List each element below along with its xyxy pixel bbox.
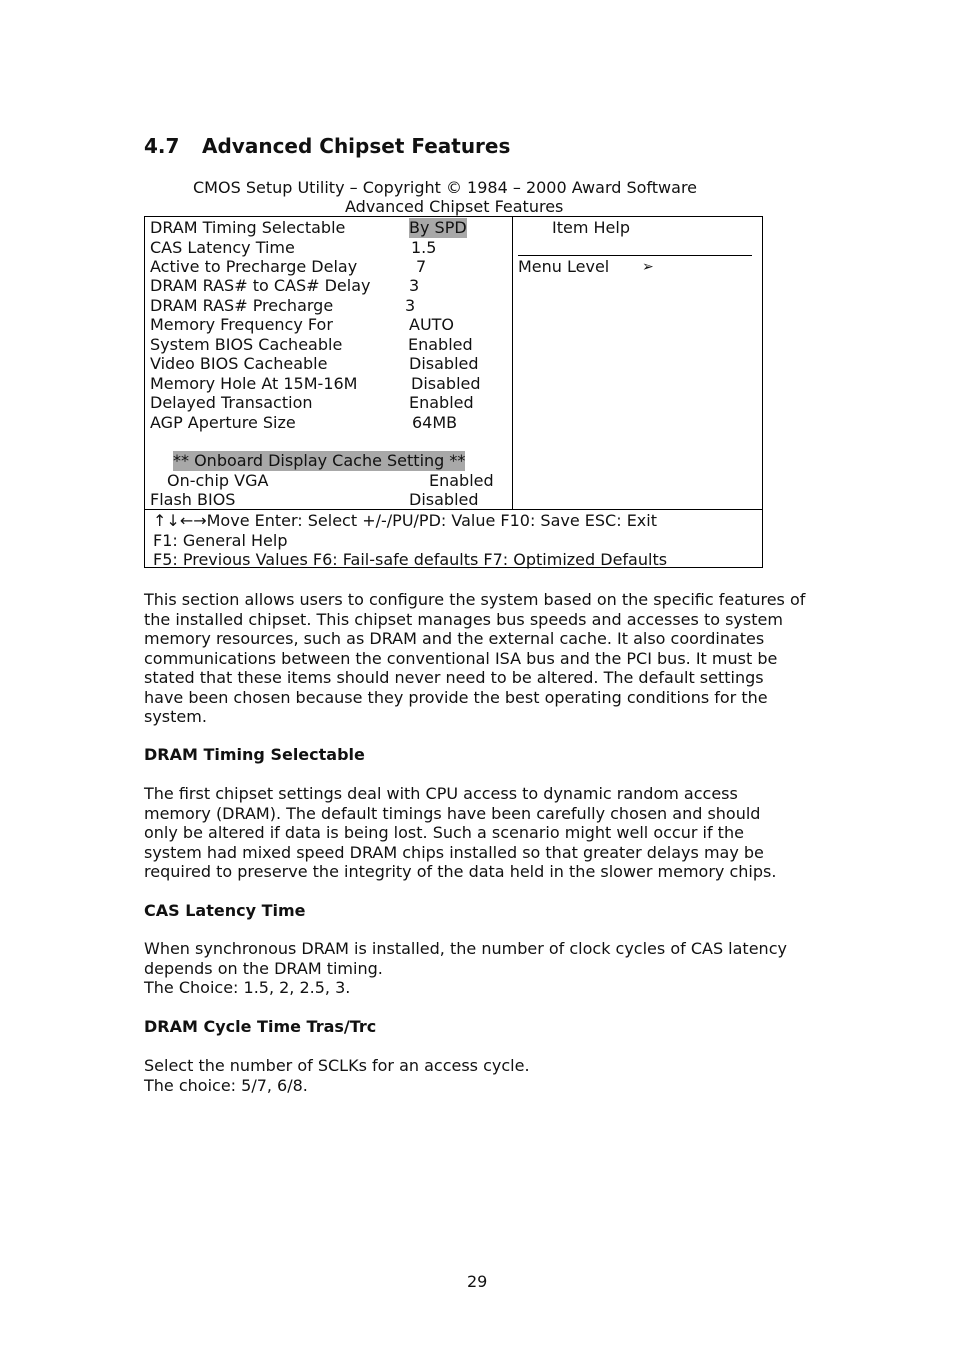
dram-timing-line: only be altered if data is being lost. Such a scenario might well occur if the <box>144 823 744 842</box>
dram-timing-paragraph <box>144 784 824 882</box>
bios-footer-keys-line2: F1: General Help <box>153 531 288 550</box>
intro-line: stated that these items should never need to be altered. The default settings <box>144 668 764 687</box>
bios-footer-keys-line1: ↑↓←→Move Enter: Select +/-/PU/PD: Value F10: Save ESC: Exit <box>153 511 657 530</box>
setting-value-video-bios-cacheable[interactable]: Disabled <box>409 354 479 373</box>
intro-line: memory resources, such as DRAM and the external cache. It also coordinates <box>144 629 765 648</box>
setting-value-onchip-vga[interactable]: Enabled <box>429 471 494 490</box>
setting-label-ras-precharge: DRAM RAS# Precharge <box>150 296 334 315</box>
dram-timing-line: memory (DRAM). The default timings have been carefully chosen and should <box>144 803 761 823</box>
setting-label-delayed-transaction: Delayed Transaction <box>150 393 313 412</box>
setting-value-delayed-transaction[interactable]: Enabled <box>409 393 474 412</box>
intro-line: communications between the conventional ISA bus and the PCI bus. It must be <box>144 648 778 668</box>
dram-timing-line: required to preserve the integrity of the data held in the slower memory chips. <box>144 862 777 881</box>
setting-label-onchip-vga: On-chip VGA <box>167 471 269 490</box>
setting-label-ras-cas-delay: DRAM RAS# to CAS# Delay <box>150 276 371 295</box>
setting-label-active-precharge: Active to Precharge Delay <box>150 257 358 276</box>
intro-line: have been chosen because they provide the best operating conditions for the <box>144 687 768 707</box>
setting-value-dram-timing[interactable]: By SPD <box>409 218 467 237</box>
cas-latency-heading: CAS Latency Time <box>144 901 306 920</box>
cas-latency-paragraph <box>144 939 824 998</box>
onboard-display-subheader: ** Onboard Display Cache Setting ** <box>173 451 466 470</box>
cas-latency-line: When synchronous DRAM is installed, the number of clock cycles of CAS latency <box>144 939 787 958</box>
bios-caption-copyright: CMOS Setup Utility – Copyright © 1984 – 2000 Award Software <box>193 178 698 197</box>
bios-setup-screen <box>144 216 763 568</box>
dram-cycle-line: Select the number of SCLKs for an access cycle. <box>144 1056 530 1075</box>
bios-footer-keys-line3: F5: Previous Values F6: Fail-safe defaults F7: Optimized Defaults <box>153 550 668 569</box>
dram-timing-line: system had mixed speed DRAM chips installed so that greater delays may be <box>144 842 764 862</box>
setting-label-cas-latency: CAS Latency Time <box>150 238 295 257</box>
section-title: Advanced Chipset Features <box>202 134 511 158</box>
setting-value-agp-aperture[interactable]: 64MB <box>412 413 458 432</box>
setting-label-memory-hole: Memory Hole At 15M-16M <box>150 374 358 393</box>
menu-level-arrow-icon: ➢ <box>642 259 654 275</box>
item-help-underline <box>518 255 752 256</box>
intro-line: system. <box>144 707 207 726</box>
dram-timing-heading: DRAM Timing Selectable <box>144 745 365 764</box>
dram-timing-line: The first chipset settings deal with CPU access to dynamic random access <box>144 784 738 803</box>
setting-value-system-bios-cacheable[interactable]: Enabled <box>408 335 473 354</box>
setting-label-video-bios-cacheable: Video BIOS Cacheable <box>150 354 328 373</box>
setting-value-memory-frequency[interactable]: AUTO <box>409 315 455 334</box>
setting-label-dram-timing: DRAM Timing Selectable <box>150 218 346 237</box>
dram-cycle-line: The choice: 5/7, 6/8. <box>144 1075 308 1095</box>
setting-value-flash-bios[interactable]: Disabled <box>409 490 479 509</box>
setting-value-ras-cas-delay[interactable]: 3 <box>409 276 420 295</box>
intro-line: the installed chipset. This chipset manages bus speeds and accesses to system <box>144 609 783 629</box>
cas-latency-line: depends on the DRAM timing. <box>144 958 383 978</box>
menu-level-label: Menu Level <box>518 257 610 276</box>
setting-label-agp-aperture: AGP Aperture Size <box>150 413 296 432</box>
setting-label-memory-frequency: Memory Frequency For <box>150 315 333 334</box>
cas-latency-line: The Choice: 1.5, 2, 2.5, 3. <box>144 978 351 997</box>
setting-label-flash-bios: Flash BIOS <box>150 490 236 509</box>
bios-column-divider <box>512 217 513 509</box>
section-number: 4.7 <box>144 134 180 158</box>
intro-line: This section allows users to configure the system based on the specific features of <box>144 590 806 609</box>
dram-cycle-paragraph <box>144 1056 824 1095</box>
intro-paragraph <box>144 590 824 727</box>
setting-label-system-bios-cacheable: System BIOS Cacheable <box>150 335 343 354</box>
setting-value-cas-latency[interactable]: 1.5 <box>411 238 437 257</box>
page-number: 29 <box>467 1272 488 1291</box>
setting-value-memory-hole[interactable]: Disabled <box>411 374 481 393</box>
section-heading <box>144 134 510 158</box>
setting-value-active-precharge[interactable]: 7 <box>416 257 427 276</box>
bios-caption-title: Advanced Chipset Features <box>345 197 564 216</box>
setting-value-ras-precharge[interactable]: 3 <box>405 296 416 315</box>
dram-cycle-heading: DRAM Cycle Time Tras/Trc <box>144 1017 377 1036</box>
item-help-title: Item Help <box>552 218 630 237</box>
